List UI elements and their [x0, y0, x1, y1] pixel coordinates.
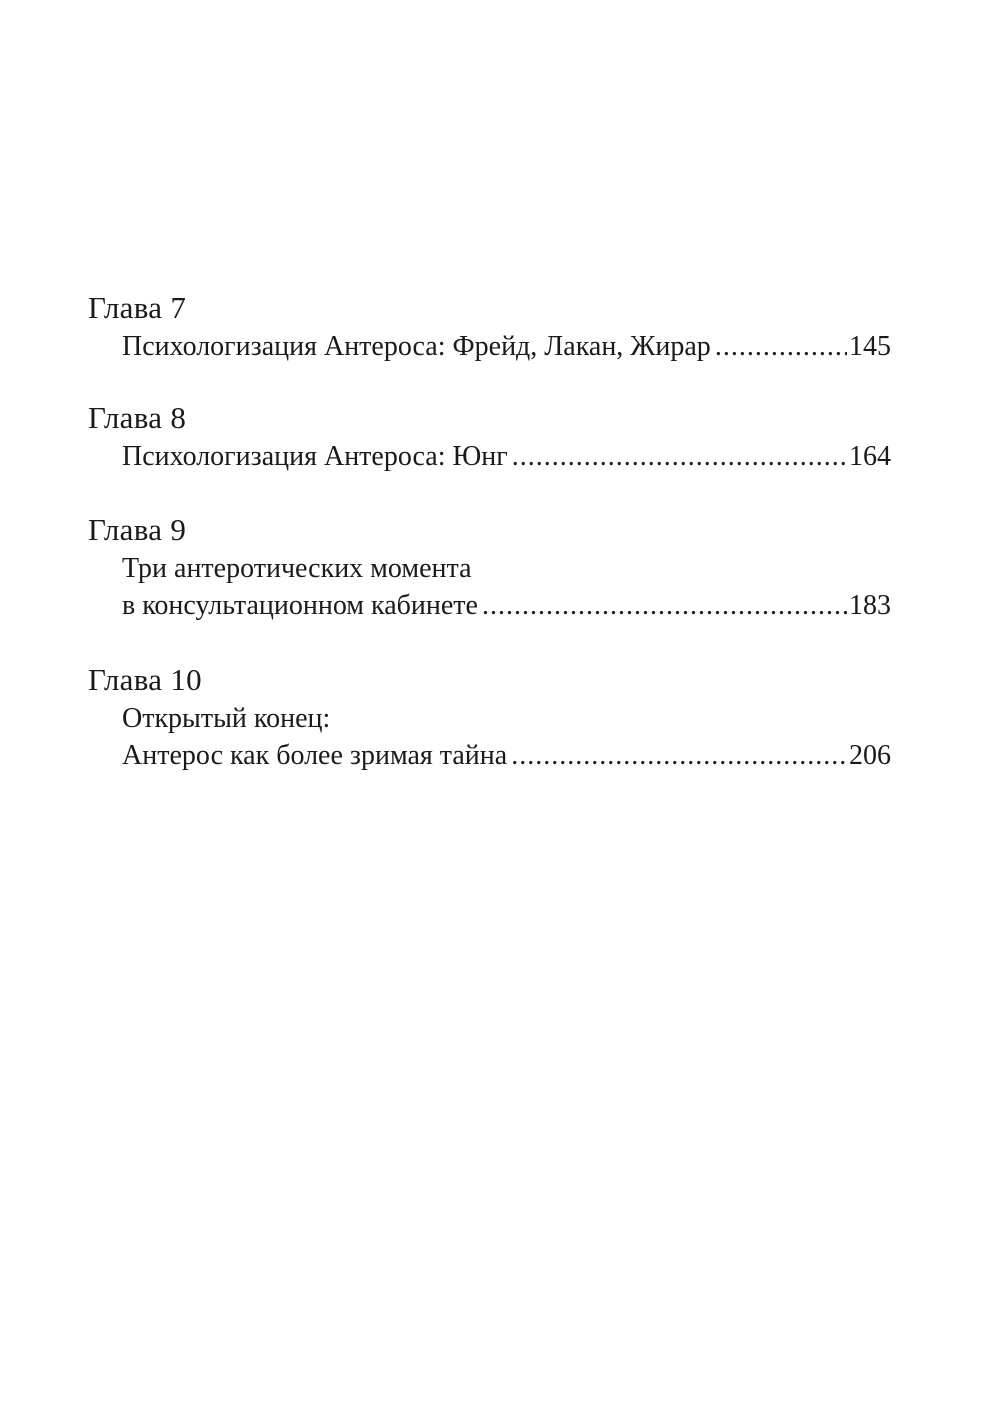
toc-line-with-page: [122, 587, 891, 624]
toc-entry-chapter-7: [88, 288, 891, 398]
toc-entry-chapter-10: [88, 660, 891, 780]
chapter-title-block: [88, 328, 891, 365]
chapter-title: Психологизация Антероса: Фрейд, Лакан, Жирар: [122, 331, 711, 362]
page-number: 145: [849, 331, 891, 362]
chapter-heading: Глава 9: [88, 512, 187, 547]
toc-entry-chapter-8: [88, 398, 891, 510]
page-number: 164: [849, 441, 891, 472]
chapter-heading: Глава 7: [88, 290, 187, 325]
chapter-heading: Глава 10: [88, 662, 202, 697]
chapter-heading: Глава 8: [88, 400, 187, 435]
chapter-title-line: Открытый конец:: [122, 703, 331, 734]
toc-entry-chapter-9: [88, 510, 891, 660]
dot-leader: [511, 737, 847, 774]
dot-leader: [512, 438, 847, 475]
chapter-title-line: в консультационном кабинете: [122, 590, 478, 621]
chapter-title-line: Три антеротических момента: [122, 553, 472, 584]
chapter-title: Психологизация Антероса: Юнг: [122, 441, 508, 472]
chapter-title-block: [88, 438, 891, 475]
toc-line-with-page: [122, 328, 891, 365]
page-number: 183: [849, 590, 891, 621]
table-of-contents: [88, 288, 891, 780]
chapter-title-line: Антерос как более зримая тайна: [122, 740, 508, 771]
chapter-title-block: [88, 700, 891, 774]
toc-line-with-page: [122, 438, 891, 475]
page-number: 206: [849, 740, 891, 771]
dot-leader: [482, 587, 847, 624]
toc-line-with-page: [122, 737, 891, 774]
dot-leader: [715, 328, 847, 365]
chapter-title-block: [88, 550, 891, 624]
